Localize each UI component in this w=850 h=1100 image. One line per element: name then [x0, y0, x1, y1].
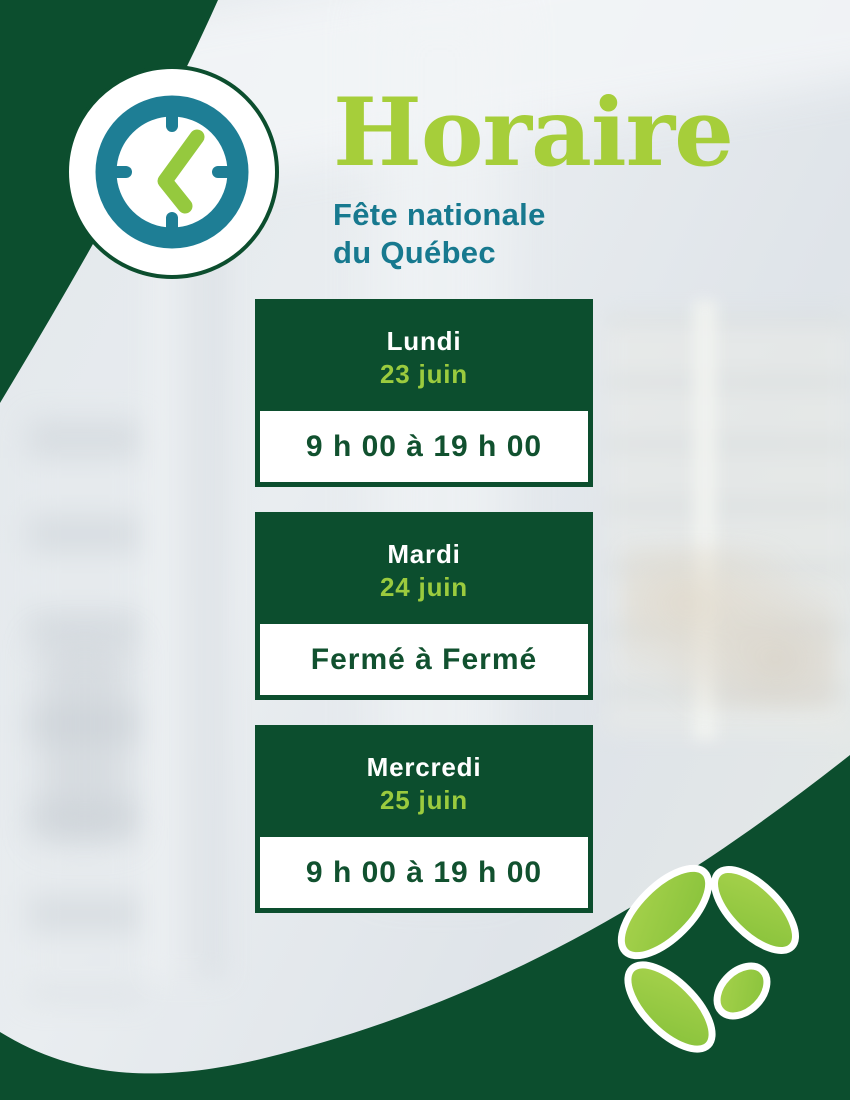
hours-value: 9 h 00 à 19 h 00 [305, 429, 543, 463]
day-label: Mercredi [366, 752, 482, 782]
day-label: Lundi [386, 326, 462, 356]
schedule-card-body [260, 411, 588, 482]
schedule-card-header [260, 299, 588, 411]
clock-badge [57, 57, 287, 287]
subtitle-line-2: du Québec [333, 235, 496, 270]
schedule-card-2 [255, 512, 593, 700]
subtitle-line-1: Fête nationale [333, 197, 546, 232]
schedule-card-body [260, 624, 588, 695]
hours-value: 9 h 00 à 19 h 00 [305, 855, 543, 889]
clock-icon [57, 57, 287, 287]
schedule-card-1 [255, 299, 593, 487]
schedule-card-body [260, 837, 588, 908]
schedule-card-3 [255, 725, 593, 913]
schedule-card-header [260, 725, 588, 837]
hours-value: Fermé à Fermé [310, 642, 538, 676]
title-block [333, 78, 733, 272]
day-label: Mardi [387, 539, 461, 569]
page-subtitle [333, 196, 733, 272]
date-label: 24 juin [380, 572, 468, 602]
page-title: Horaire [333, 78, 733, 188]
date-label: 25 juin [380, 785, 468, 815]
schedule-card-header [260, 512, 588, 624]
date-label: 23 juin [380, 359, 468, 389]
four-petal-flower-icon [605, 852, 817, 1064]
